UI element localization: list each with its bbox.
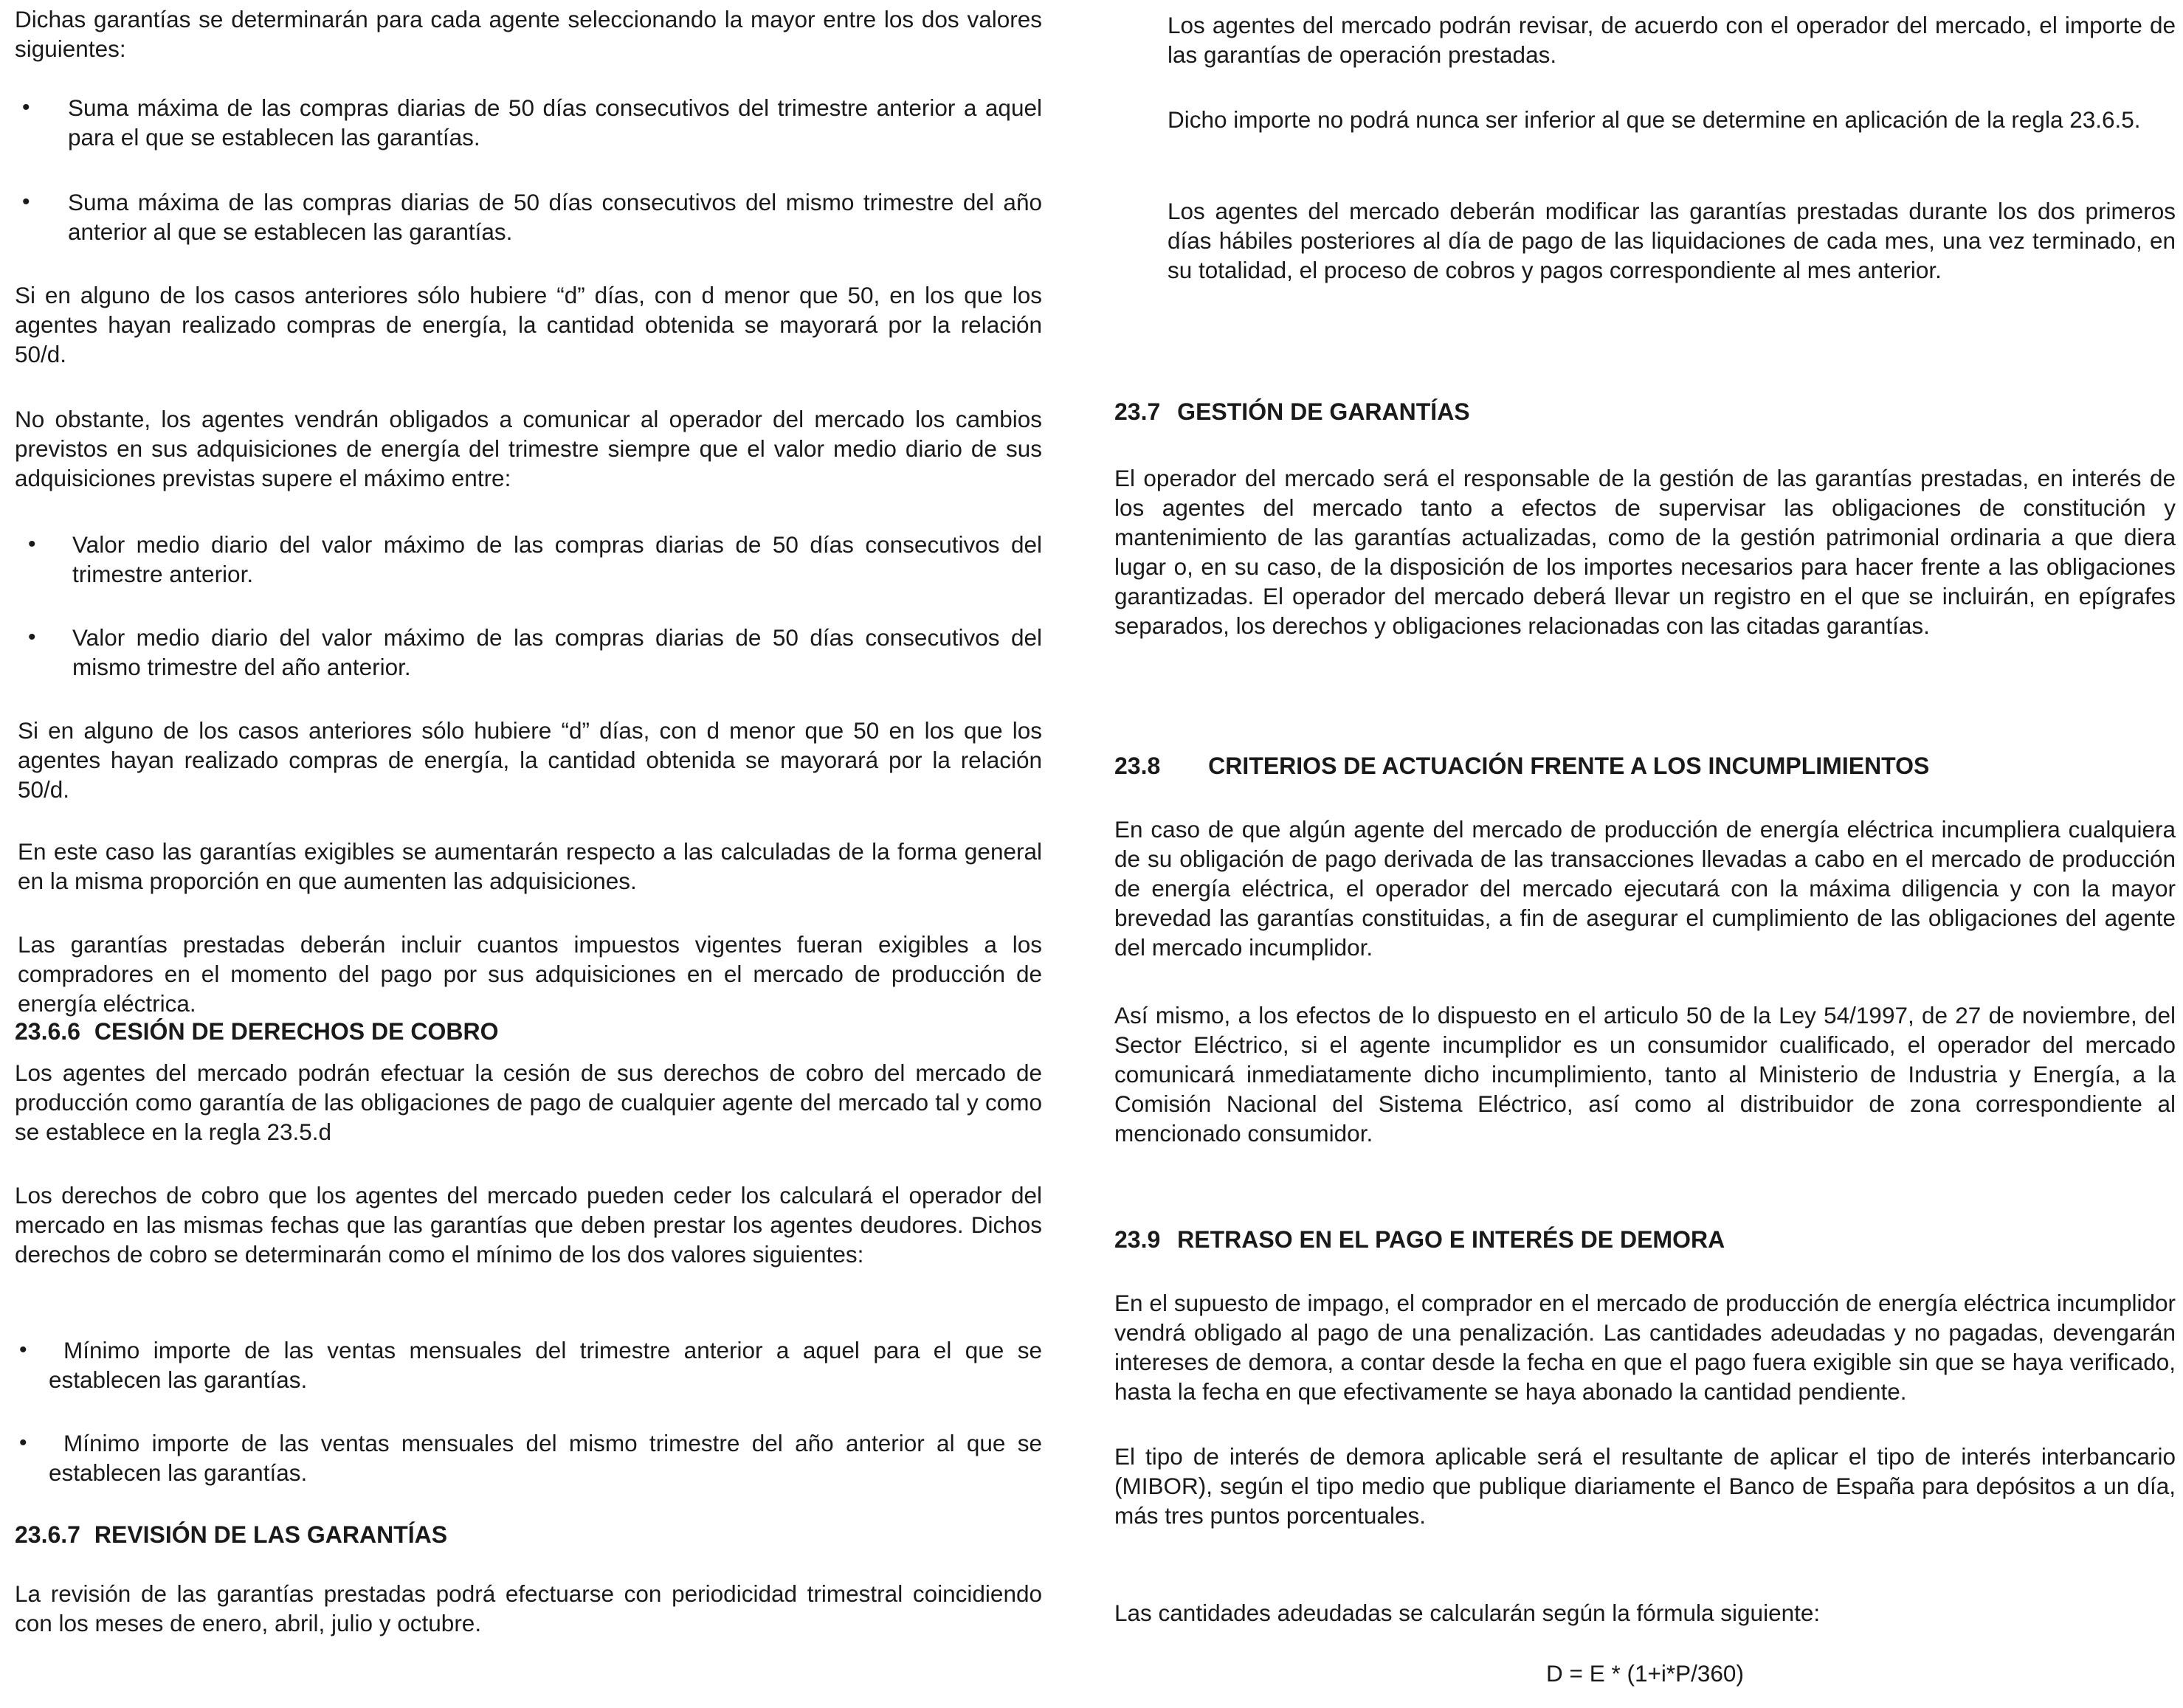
formula: D = E * (1+i*P/360) [1546,1660,1744,1687]
paragraph: Dichas garantías se determinarán para cada agente seleccionando la mayor entre los dos valores siguientes: [15,6,1042,62]
bullet-text: Suma máxima de las compras diarias de 50 días consecutivos del mismo trimestre del año anterior al que se establecen las garantías. [68,189,1042,245]
bullet-icon: • [19,1431,27,1455]
section-number: 23.6.7 [15,1521,80,1548]
section-title: CRITERIOS DE ACTUACIÓN FRENTE A LOS INCUMPLIMIENTOS [1208,753,1930,779]
paragraph: Si en alguno de los casos anteriores sólo hubiere “d” días, con d menor que 50, en los que los agentes hayan realizado compras de energía, la cantidad obtenida se mayorará por la relación 50/d. [15,282,1042,367]
section-title: RETRASO EN EL PAGO E INTERÉS DE DEMORA [1177,1226,1725,1253]
section-title: CESIÓN DE DERECHOS DE COBRO [94,1018,499,1045]
section-title: GESTIÓN DE GARANTÍAS [1177,398,1470,425]
paragraph: Así mismo, a los efectos de lo dispuesto en el articulo 50 de la Ley 54/1997, de 27 de noviembre, del Sector Eléctrico, si el agente incumplidor es un consumidor cualificado, el operador del mercado comunicará inmediatamente dicho incumplimiento, tanto al Ministerio de Industria y Energía, a la Comisión Nacional del Sistema Eléctrico, así como al distribuidor de zona correspondiente al mencionado consumidor. [1114,1002,2176,1147]
section-number: 23.7 [1114,398,1161,425]
bullet-icon: • [19,1338,27,1362]
paragraph: Dicho importe no podrá nunca ser inferior al que se determine en aplicación de la regla 23.6.5. [1168,106,2141,133]
section-heading [15,1017,498,1046]
bullet-icon: • [28,532,36,556]
paragraph: El operador del mercado será el responsable de la gestión de las garantías prestadas, en interés de los agentes del mercado tanto a efectos de supervisar las obligaciones de constitución y mantenimiento de las garantías actualizadas, como de la gestión patrimonial ordinaria a que diera lugar o, en su caso, de la disposición de los importes necesarios para hacer frente a las obligaciones garantizadas. El operador del mercado deberá llevar un registro en el que se incluirán, en epígrafes separados, los derechos y obligaciones relacionadas con las citadas garantías. [1114,465,2176,639]
section-title: REVISIÓN DE LAS GARANTÍAS [94,1521,448,1548]
bullet-item [15,623,1042,682]
bullet-item [15,1428,1042,1487]
bullet-text: Valor medio diario del valor máximo de las compras diarias de 50 días consecutivos del trimestre anterior. [72,531,1042,587]
bullet-item [15,93,1042,152]
paragraph: En caso de que algún agente del mercado de producción de energía eléctrica incumpliera cualquiera de su obligación de pago derivada de las transacciones llevadas a cabo en el mercado de producción de energía eléctrica, el operador del mercado ejecutará con la máxima diligencia y con la mayor brevedad las garantías constituidas, a fin de asegurar el cumplimiento de las obligaciones del agente del mercado incumplidor. [1114,816,2176,961]
paragraph: La revisión de las garantías prestadas podrá efectuarse con periodicidad trimestral coincidiendo con los meses de enero, abril, julio y octubre. [15,1580,1042,1636]
bullet-text: Valor medio diario del valor máximo de las compras diarias de 50 días consecutivos del mismo trimestre del año anterior. [72,624,1042,680]
bullet-icon: • [28,625,36,649]
paragraph: Los agentes del mercado podrán efectuar la cesión de sus derechos de cobro del mercado de producción como garantía de las obligaciones de pago de cualquier agente del mercado tal y como se establece en la regla 23.5.d [15,1059,1042,1145]
section-number: 23.8 [1114,753,1161,779]
bullet-icon: • [22,190,30,214]
paragraph: Los derechos de cobro que los agentes del mercado pueden ceder los calculará el operador del mercado en las mismas fechas que las garantías que deben prestar los agentes deudores. Dichos derechos de cobro se determinarán como el mínimo de los dos valores siguientes: [15,1182,1042,1268]
section-heading [1114,751,1929,781]
bullet-item [15,187,1042,246]
bullet-text: Suma máxima de las compras diarias de 50 días consecutivos del trimestre anterior a aquel para el que se establecen las garantías. [68,94,1042,151]
paragraph: Los agentes del mercado podrán revisar, de acuerdo con el operador del mercado, el importe de las garantías de operación prestadas. [1168,12,2176,68]
bullet-text: Mínimo importe de las ventas mensuales del mismo trimestre del año anterior al que se establecen las garantías. [49,1430,1042,1486]
paragraph: Si en alguno de los casos anteriores sólo hubiere “d” días, con d menor que 50 en los que los agentes hayan realizado compras de energía, la cantidad obtenida se mayorará por la relación 50/d. [18,717,1042,803]
paragraph: En este caso las garantías exigibles se aumentarán respecto a las calculadas de la forma general en la misma proporción en que aumenten las adquisiciones. [18,838,1042,894]
bullet-text: Mínimo importe de las ventas mensuales del trimestre anterior a aquel para el que se establecen las garantías. [49,1337,1042,1393]
paragraph: En el supuesto de impago, el comprador en el mercado de producción de energía eléctrica incumplidor vendrá obligado al pago de una penalización. Las cantidades adeudadas y no pagadas, devengarán intereses de demora, a contar desde la fecha en que el pago fuera exigible sin que se haya verificado, hasta la fecha en que efectivamente se haya abonado la cantidad pendiente. [1114,1290,2176,1405]
section-heading [1114,1225,1725,1254]
section-heading [15,1520,447,1549]
paragraph: Las garantías prestadas deberán incluir cuantos impuestos vigentes fueran exigibles a los compradores en el momento del pago por sus adquisiciones en el mercado de producción de energía eléctrica. [18,931,1042,1017]
bullet-item [15,530,1042,589]
bullet-item [15,1335,1042,1394]
section-heading [1114,397,1470,426]
paragraph: No obstante, los agentes vendrán obligados a comunicar al operador del mercado los cambios previstos en sus adquisiciones de energía del trimestre siempre que el valor medio diario de sus adquisiciones previstas supere el máximo entre: [15,406,1042,491]
section-number: 23.9 [1114,1226,1161,1253]
section-number: 23.6.6 [15,1018,80,1045]
paragraph: Los agentes del mercado deberán modificar las garantías prestadas durante los dos primeros días hábiles posteriores al día de pago de las liquidaciones de cada mes, una vez terminado, en su totalidad, el proceso de cobros y pagos correspondiente al mes anterior. [1168,198,2176,283]
paragraph: El tipo de interés de demora aplicable será el resultante de aplicar el tipo de interés interbancario (MIBOR), según el tipo medio que publique diariamente el Banco de España para depósitos a un día, más tres puntos porcentuales. [1114,1443,2176,1529]
paragraph: Las cantidades adeudadas se calcularán según la fórmula siguiente: [1114,1600,1821,1626]
bullet-icon: • [22,95,30,120]
